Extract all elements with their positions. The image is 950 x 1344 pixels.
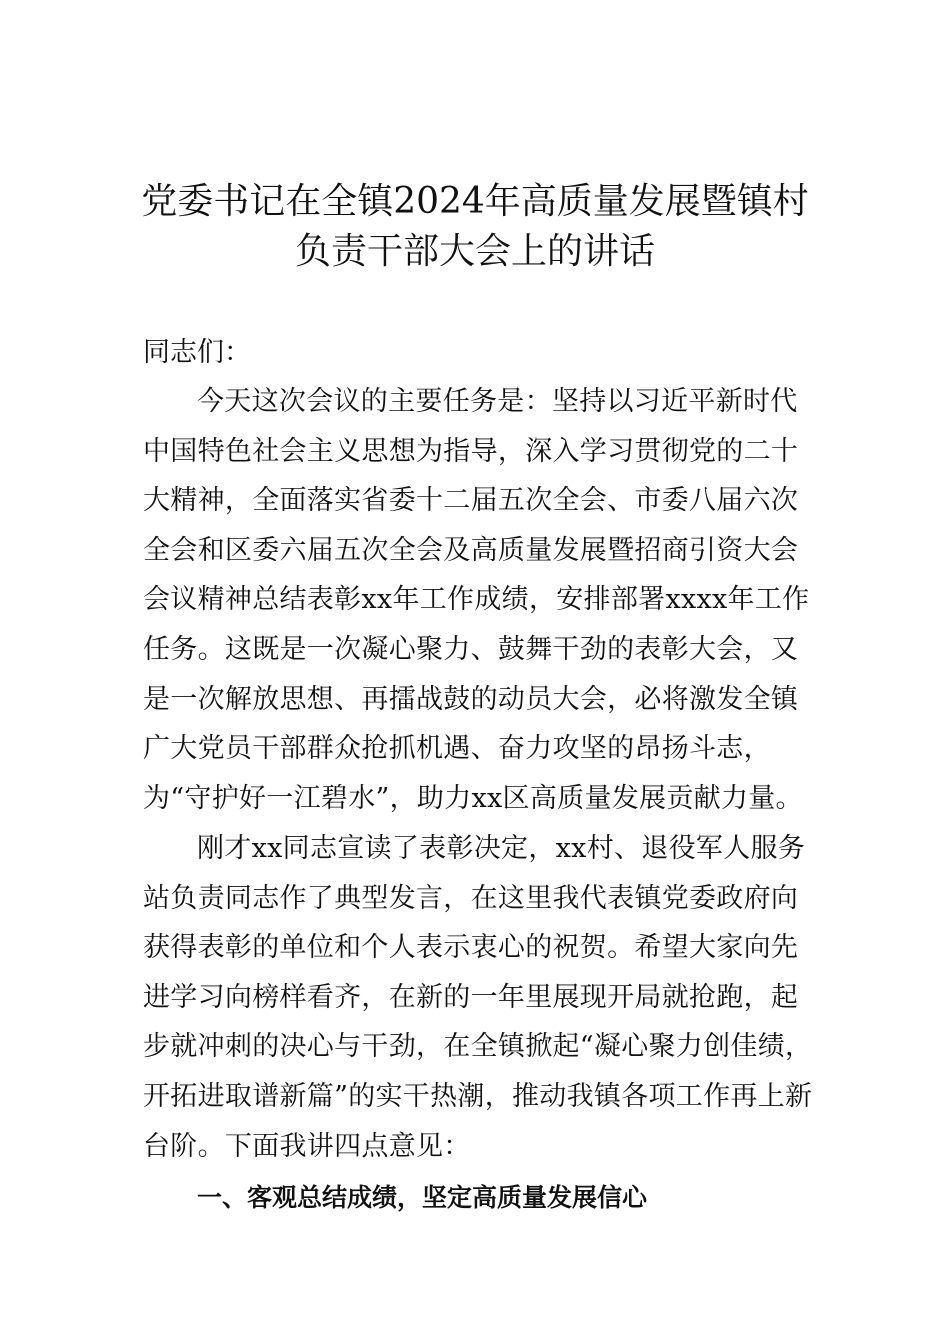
document-title-line-2: 负责干部大会上的讲话 bbox=[294, 231, 655, 272]
salutation: 同志们： bbox=[143, 337, 251, 368]
body-paragraph-1: 今天这次会议的主要任务是：坚持以习近平新时代中国特色社会主义思想为指导，深入学习贯彻党的二十大精神，全面落实省委十二届五次全会、市委八届六次全会和区委六届五次全会及高质量发展暨招商引资大会会议精神总结表彰xx年工作成绩，安排部署xxxx年工作任务。这既是一次凝心聚力、鼓舞干劲的表彰大会，又是一次解放思想、再擂战鼓的动员大会，必将激发全镇广大党员干部群众抢抓机遇、奋力攻坚的昂扬斗志，为“守护好一江碧水”，助力xx区高质量发展贡献力量。 bbox=[143, 386, 810, 814]
section-heading-1: 一、客观总结成绩，坚定高质量发展信心 bbox=[197, 1183, 648, 1212]
body-paragraph-2: 刚才xx同志宣读了表彰决定，xx村、退役军人服务站负责同志作了典型发言，在这里我代表镇党委政府向获得表彰的单位和个人表示衷心的祝贺。希望大家向先进学习向榜样看齐，在新的一年里展现开局就抢跑，起步就冲刺的决心与干劲，在全镇掀起“凝心聚力创佳绩，开拓进取谱新篇”的实干热潮，推动我镇各项工作再上新台阶。下面我讲四点意见： bbox=[143, 833, 813, 1162]
document-title-line-1: 党委书记在全镇2024年高质量发展暨镇村 bbox=[141, 181, 809, 222]
